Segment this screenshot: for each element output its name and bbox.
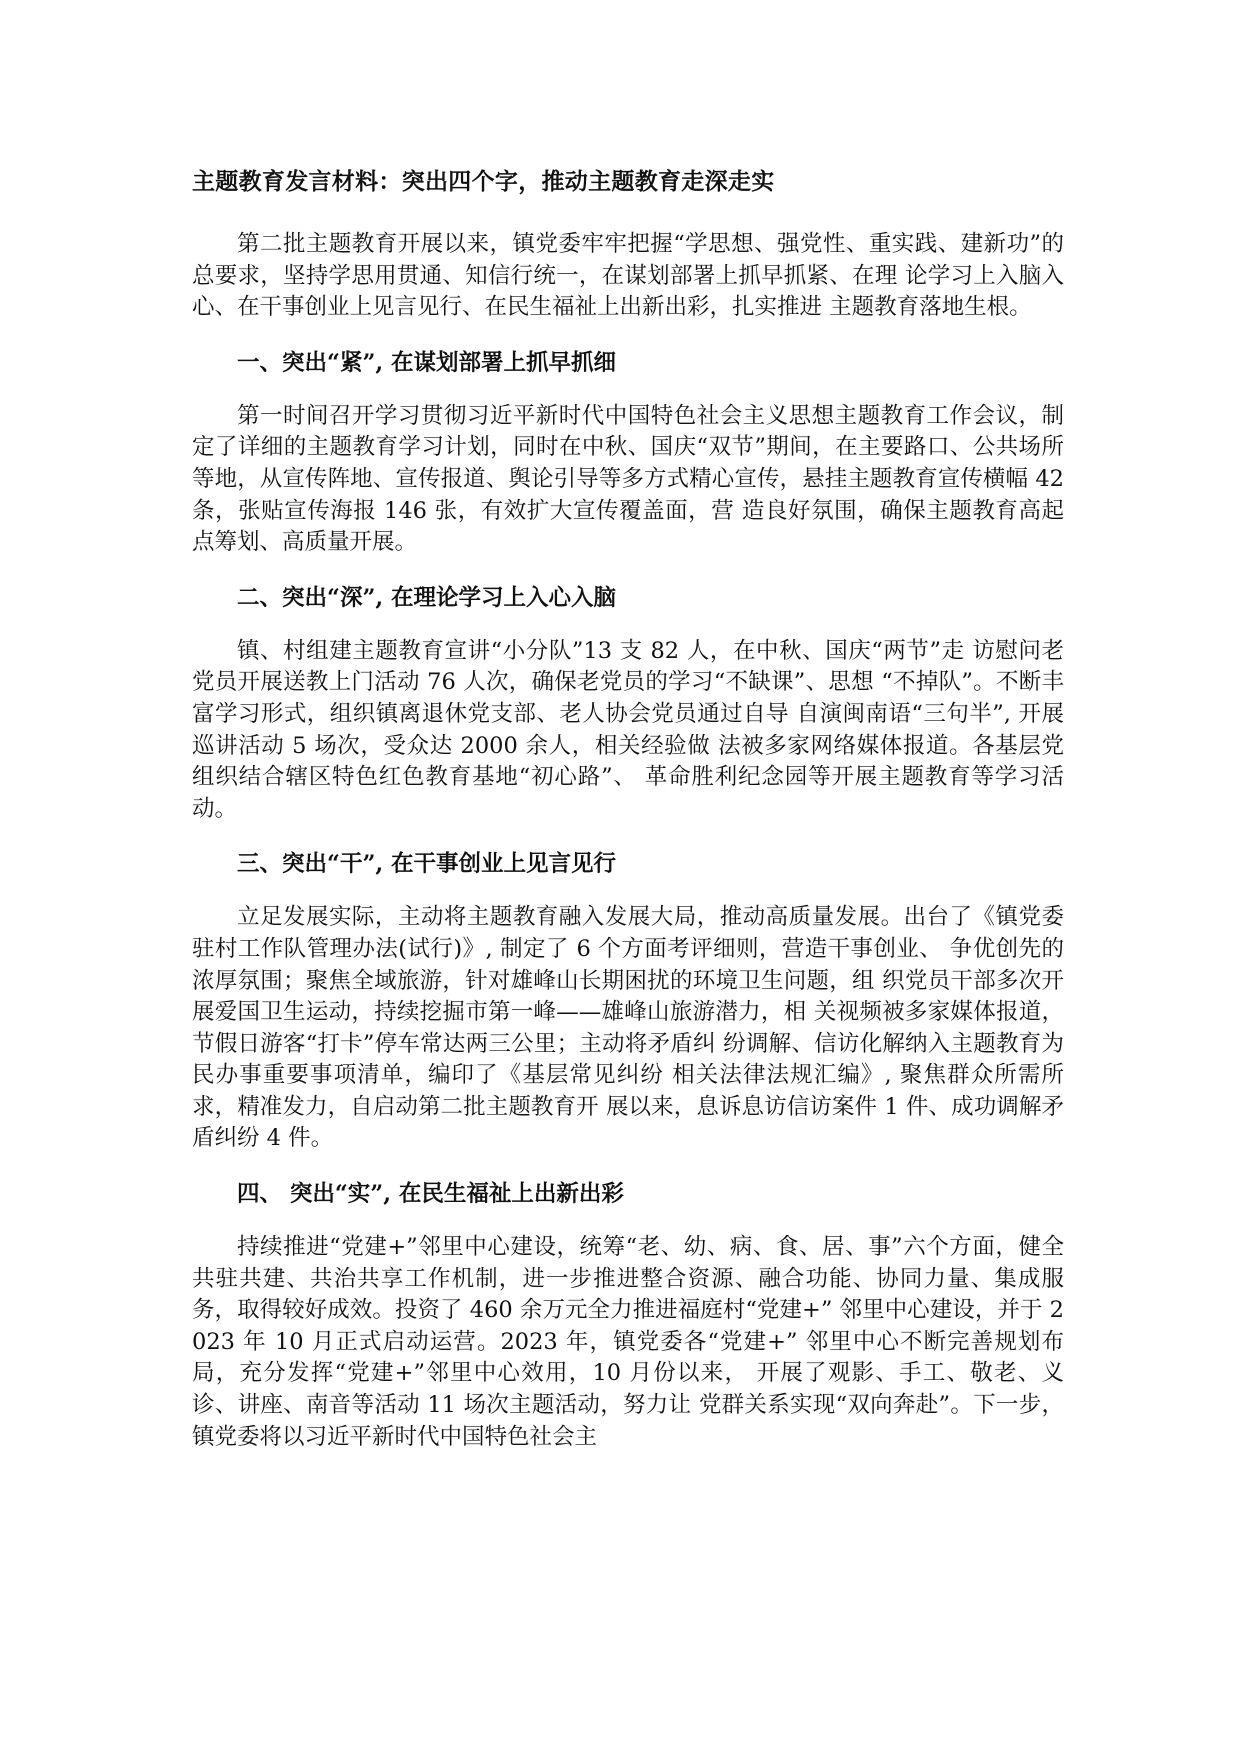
section-body-1: 第一时间召开学习贯彻习近平新时代中国特色社会主义思想主题教育工作会议，制定了详细的主题教育学习计划，同时在中秋、国庆“双节”期间，在主要路口、公共场所等地，从宣传阵地、宣传报道、舆论引导等多方式精心宣传，悬挂主题教育宣传横幅 42 条，张贴宣传海报 146 张，有效扩大宣传覆盖面，营 造良好氛围，确保主题教育高起点筹划、高质量开展。	[192, 402, 1064, 556]
section-body-3: 立足发展实际，主动将主题教育融入发展大局，推动高质量发展。出台了《镇党委驻村工作队管理办法(试行)》, 制定了 6 个方面考评细则，营造干事创业、 争优创先的浓厚氛围；聚焦全域旅游，针对雄峰山长期困扰的环境卫生问题，组 织党员干部多次开展爱国卫生运动，持续挖掘市第一峰——雄峰山旅游潜力，相 关视频被多家媒体报道，节假日游客“打卡”停车常达两三公里；主动将矛盾纠 纷调解、信访化解纳入主题教育为民办事重要事项清单，编印了《基层常见纠纷 相关法律法规汇编》, 聚焦群众所需所求，精准发力，自启动第二批主题教育开 展以来，息诉息访信访案件 1 件、成功调解矛盾纠纷 4 件。	[192, 904, 1064, 1152]
section-heading-4: 四、 突出“实”, 在民生福祉上出新出彩	[237, 1181, 624, 1208]
section-heading-2: 二、突出“深”, 在理论学习上入心入脑	[237, 584, 617, 611]
document-title: 主题教育发言材料：突出四个字，推动主题教育走深走实	[192, 168, 775, 195]
document-body	[192, 166, 1064, 1476]
section-body-4: 持续推进“党建+”邻里中心建设，统筹“老、幼、病、食、居、事”六个方面，健全共驻共建、共治共享工作机制，进一步推进整合资源、融合功能、协同力量、集成服务，取得较好成效。投资了 460 余万元全力推进福庭村“党建+” 邻里中心建设，并于 2023 年 10 月正式启动运营。2023 年，镇党委各“党建+” 邻里中心不断完善规划布局，充分发挥“党建+”邻里中心效用，10 月份以来， 开展了观影、手工、敬老、义诊、讲座、南音等活动 11 场次主题活动，努力让 党群关系实现“双向奔赴”。下一步，镇党委将以习近平新时代中国特色社会主	[192, 1234, 1064, 1450]
section-heading-1: 一、突出“紧”, 在谋划部署上抓早抓细	[237, 349, 617, 376]
intro-paragraph: 第二批主题教育开展以来，镇党委牢牢把握“学思想、强党性、重实践、建新功”的总要求，坚持学思用贯通、知信行统一，在谋划部署上抓早抓紧、在理 论学习上入脑入心、在干事创业上见言见行、在民生福祉上出新出彩，扎实推进 主题教育落地生根。	[192, 231, 1064, 321]
section-body-2: 镇、村组建主题教育宣讲“小分队”13 支 82 人，在中秋、国庆“两节”走 访慰问老党员开展送教上门活动 76 人次，确保老党员的学习“不缺课”、思想 “不掉队”。不断丰富学习形式，组织镇离退休党支部、老人协会党员通过自导 自演闽南语“三句半”, 开展巡讲活动 5 场次，受众达 2000 余人，相关经验做 法被多家网络媒体报道。各基层党组织结合辖区特色红色教育基地“初心路”、 革命胜利纪念园等开展主题教育等学习活动。	[192, 637, 1064, 822]
section-heading-3: 三、突出“干”, 在干事创业上见言见行	[237, 851, 617, 878]
